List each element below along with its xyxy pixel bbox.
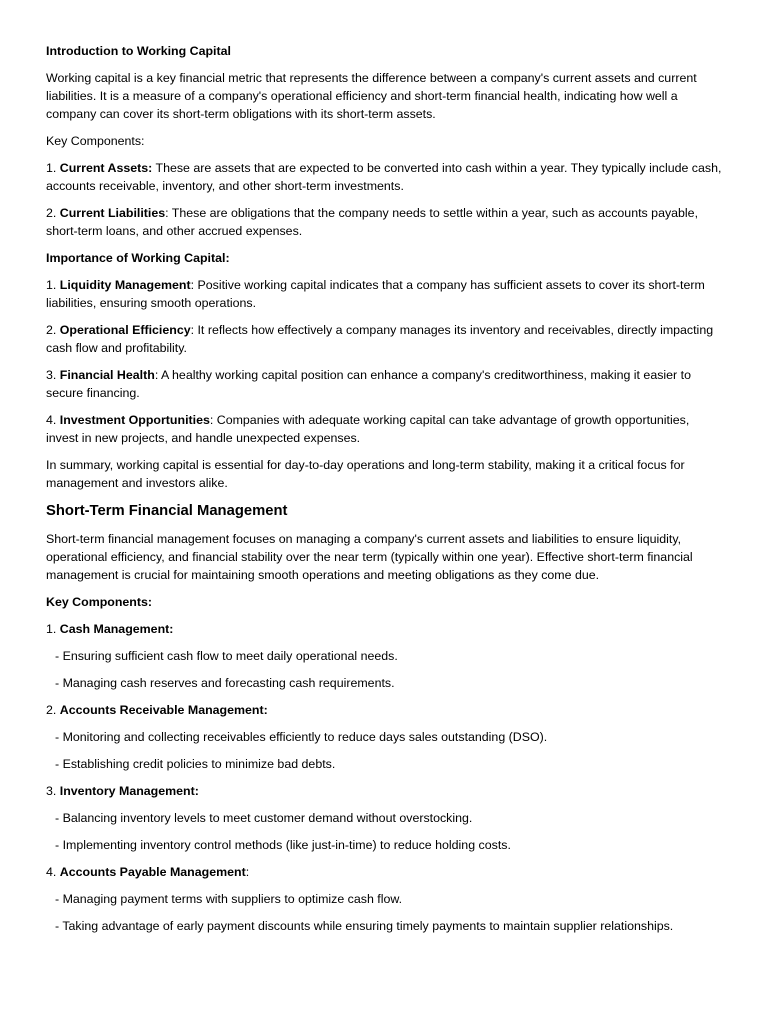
bullet-item: - Balancing inventory levels to meet customer demand without overstocking. (55, 811, 473, 825)
item-number: 2. (46, 206, 60, 220)
key-components-label: Key Components: (46, 134, 145, 148)
operational-efficiency-item (46, 321, 722, 357)
item-number: 1. (46, 161, 60, 175)
item-number: 3. (46, 784, 60, 798)
importance-title: Importance of Working Capital: (46, 251, 230, 265)
item-number: 2. (46, 323, 60, 337)
bullet-item: - Managing cash reserves and forecasting cash requirements. (55, 676, 395, 690)
item-term: Current Liabilities (59, 206, 166, 220)
ar-management-heading (46, 701, 722, 719)
item-term: Financial Health (59, 368, 155, 382)
item-suffix: : (245, 865, 250, 879)
key-components-heading: Key Components: (46, 595, 153, 609)
item-text: : A healthy working capital position can enhance a company's creditworthiness, making it easier to secure financing. (46, 368, 691, 400)
bullet-item: - Ensuring sufficient cash flow to meet daily operational needs. (55, 649, 398, 663)
item-text: : These are obligations that the company needs to settle within a year, such as accounts payable, short-term loans, and other accrued expenses. (46, 206, 699, 238)
item-term: Liquidity Management (59, 278, 191, 292)
cash-management-heading (46, 620, 722, 638)
intro-paragraph: Working capital is a key financial metric that represents the difference between a company's current assets and current liabilities. It is a measure of a company's operational efficiency and short-term financial health, indicating how well a company can cover its short-term obligations with its short-term assets. (46, 71, 697, 121)
item-number: 2. (46, 703, 60, 717)
item-term: Current Assets: (59, 161, 153, 175)
stfm-paragraph: Short-term financial management focuses on managing a company's current assets and liabilities to ensure liquidity, operational efficiency, and financial stability over the near term (typically within one year). Effective short-term financial management is crucial for maintaining smooth operations and meeting obligations as they come due. (46, 532, 693, 582)
intro-title: Introduction to Working Capital (46, 44, 231, 58)
investment-item (46, 411, 722, 447)
current-assets-item (46, 159, 722, 195)
item-text: : Positive working capital indicates that a company has sufficient assets to cover its short-term liabilities, ensuring smooth operations. (46, 278, 705, 310)
item-term: Investment Opportunities (59, 413, 210, 427)
liquidity-item (46, 276, 722, 312)
item-term: Accounts Receivable Management: (59, 703, 268, 717)
bullet-item: - Establishing credit policies to minimize bad debts. (55, 757, 336, 771)
bullet-item: - Managing payment terms with suppliers to optimize cash flow. (55, 892, 403, 906)
summary-paragraph: In summary, working capital is essential for day-to-day operations and long-term stability, making it a critical focus for management and investors alike. (46, 458, 685, 490)
financial-health-item (46, 366, 722, 402)
item-term: Cash Management: (59, 622, 174, 636)
item-number: 1. (46, 278, 60, 292)
bullet-item: - Implementing inventory control methods (like just-in-time) to reduce holding costs. (55, 838, 511, 852)
bullet-item: - Taking advantage of early payment discounts while ensuring timely payments to maintain supplier relationships. (55, 919, 674, 933)
item-number: 1. (46, 622, 60, 636)
current-liabilities-item (46, 204, 722, 240)
bullet-item: - Monitoring and collecting receivables efficiently to reduce days sales outstanding (DSO). (55, 730, 548, 744)
item-number: 3. (46, 368, 60, 382)
item-text: These are assets that are expected to be converted into cash within a year. They typically include cash, accounts receivable, inventory, and other short-term investments. (46, 161, 722, 193)
item-text: : Companies with adequate working capital can take advantage of growth opportunities, invest in new projects, and handle unexpected expenses. (46, 413, 690, 445)
item-number: 4. (46, 865, 60, 879)
item-term: Inventory Management: (59, 784, 199, 798)
ap-management-heading (46, 863, 722, 881)
item-number: 4. (46, 413, 60, 427)
item-term: Operational Efficiency (59, 323, 191, 337)
item-text: : It reflects how effectively a company manages its inventory and receivables, directly impacting cash flow and profitability. (46, 323, 714, 355)
stfm-heading: Short-Term Financial Management (46, 503, 288, 519)
inventory-management-heading (46, 782, 722, 800)
item-term: Accounts Payable Management (59, 865, 246, 879)
